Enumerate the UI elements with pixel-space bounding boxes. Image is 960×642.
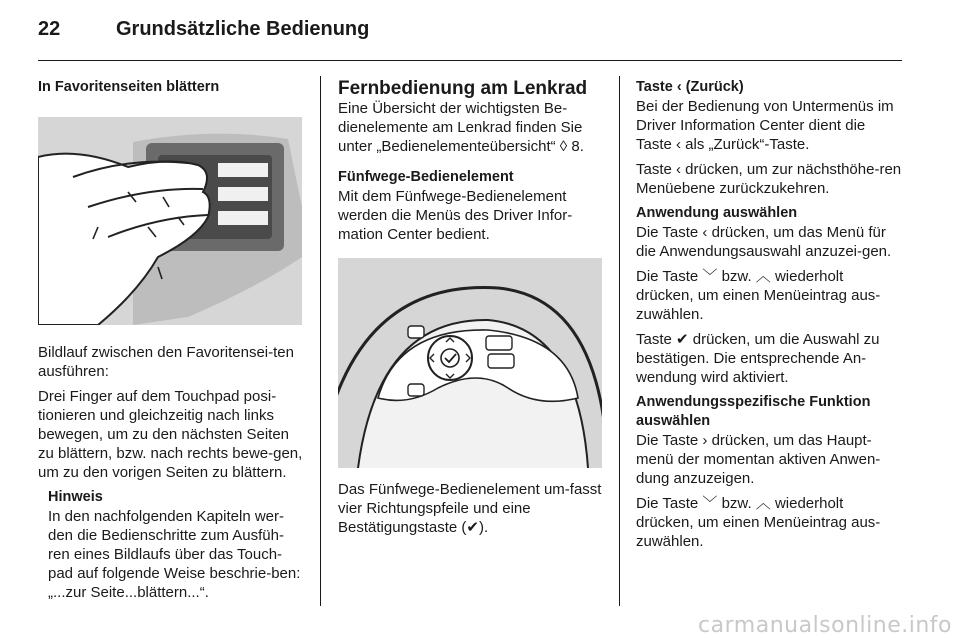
app-specific-title: Anwendungsspezifische Funktion auswählen [636, 394, 871, 429]
back-button-paragraph-1: Bei der Bedienung von Untermenüs im Driver Information Center dient die Taste ‹ als „Zurück“-Taste. [636, 98, 894, 153]
page-header [38, 18, 369, 41]
column-divider-1 [320, 76, 321, 606]
app-specific-paragraph-1: Die Taste › drücken, um das Haupt-menü der momentan aktiven Anwen-dung anzuzeigen. [636, 432, 881, 487]
page-number: 22 [38, 18, 61, 40]
note-text: In den nachfolgenden Kapiteln wer-den die Bedienschritte zum Ausfüh-ren eines Bildlaufs über das Touch-pad auf folgende Weise beschrie-ben: „...zur Seite...blättern...“. [48, 508, 301, 601]
app-specific-paragraph-2: Die Taste ﹀ bzw. ︿ wiederholt drücken, um einen Menüeintrag aus-zuwählen. [636, 495, 881, 550]
note-block [48, 488, 304, 602]
column-2 [338, 78, 604, 543]
page-title: Grundsätzliche Bedienung [116, 18, 370, 40]
five-way-paragraph: Mit dem Fünfwege-Bedienelement werden die Menüs des Driver Infor-mation Center bedient. [338, 188, 573, 243]
five-way-subheading: Fünfwege-Bedienelement [338, 169, 514, 185]
favorites-paragraph-2: Drei Finger auf dem Touchpad posi-tionieren und gleichzeitig nach links bewegen, um zu den nächsten Seiten zu blättern, bzw. nach rechts bewe-gen, um zu den vorigen Seiten zu blättern. [38, 388, 303, 481]
favorites-paragraph-1: Bildlauf zwischen den Favoritensei-ten ausführen: [38, 344, 294, 380]
steering-wheel-drawing [338, 258, 602, 468]
column-1 [38, 78, 304, 602]
favorites-subheading: In Favoritenseiten blättern [38, 79, 220, 95]
header-rule [38, 60, 902, 61]
steering-wheel-heading: Fernbedienung am Lenkrad [338, 78, 588, 99]
select-app-paragraph-3: Taste ✔ drücken, um die Auswahl zu bestätigen. Die entsprechende An-wendung wird aktiviert. [636, 331, 880, 386]
touchpad-hand-drawing [38, 117, 302, 325]
note-title: Hinweis [48, 489, 103, 505]
steering-wheel-illustration [338, 258, 602, 468]
column-3 [636, 78, 902, 557]
steering-wheel-intro: Eine Übersicht der wichtigsten Be-dienelemente am Lenkrad finden Sie unter „Bedienelementeübersicht“ ◊ 8. [338, 100, 584, 155]
watermark: carmanualsonline.info [698, 613, 952, 638]
touchpad-illustration [38, 117, 302, 325]
select-app-title: Anwendung auswählen [636, 205, 798, 221]
back-button-title: Taste ‹ (Zurück) [636, 79, 744, 95]
select-app-paragraph-1: Die Taste ‹ drücken, um das Menü für die Anwendungsauswahl anzuzei-gen. [636, 224, 892, 260]
back-button-paragraph-2: Taste ‹ drücken, um zur nächsthöhe-ren Menüebene zurückzukehren. [636, 161, 902, 197]
column-divider-2 [619, 76, 620, 606]
five-way-caption: Das Fünfwege-Bedienelement um-fasst vier Richtungspfeile und eine Bestätigungstaste (✔). [338, 481, 602, 536]
select-app-paragraph-2: Die Taste ﹀ bzw. ︿ wiederholt drücken, um einen Menüeintrag aus-zuwählen. [636, 268, 881, 323]
